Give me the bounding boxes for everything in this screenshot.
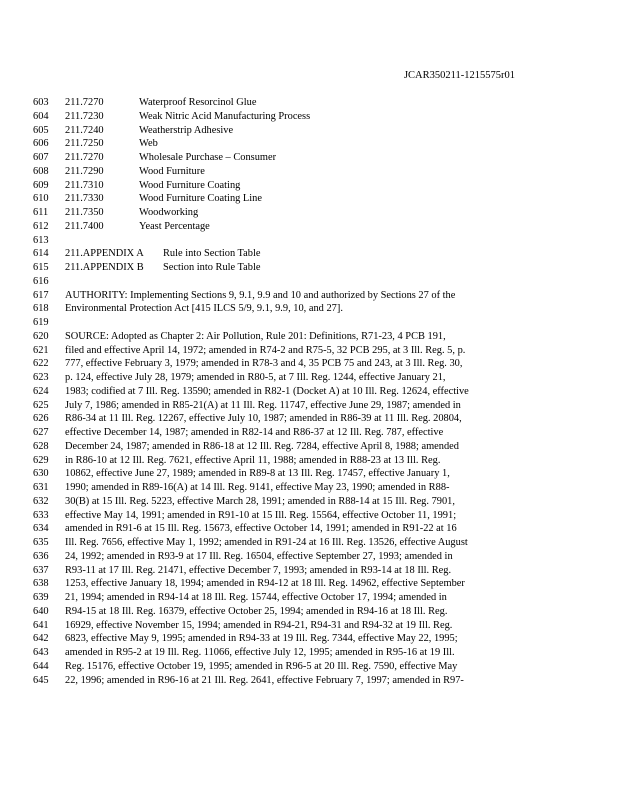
line-number: 630 bbox=[33, 468, 49, 480]
text-line bbox=[33, 440, 533, 454]
text-line bbox=[33, 674, 533, 688]
text-line bbox=[33, 247, 533, 261]
text-line bbox=[33, 344, 533, 358]
line-text: 1983; codified at 7 Ill. Reg. 13590; amended in R82-1 (Docket A) at 10 Ill. Reg. 12624, effective bbox=[65, 385, 469, 397]
text-line bbox=[33, 660, 533, 674]
line-number: 603 bbox=[33, 97, 49, 108]
text-line bbox=[33, 275, 533, 289]
line-number: 618 bbox=[33, 303, 49, 315]
line-text: SOURCE: Adopted as Chapter 2: Air Pollution, Rule 201: Definitions, R71-23, 4 PCB 191, bbox=[65, 330, 446, 342]
line-number: 615 bbox=[33, 262, 49, 273]
text-line bbox=[33, 481, 533, 495]
text-line bbox=[33, 495, 533, 509]
line-number: 622 bbox=[33, 358, 49, 370]
line-number: 619 bbox=[33, 317, 49, 328]
line-text: R94-15 at 18 Ill. Reg. 16379, effective October 25, 1994; amended in R94-16 at 18 Ill. Reg. bbox=[65, 605, 448, 617]
text-line bbox=[33, 110, 533, 124]
section-number: 211.7250 bbox=[65, 138, 104, 150]
text-line bbox=[33, 467, 533, 481]
section-title: Web bbox=[139, 138, 158, 150]
line-text: p. 124, effective July 28, 1979; amended in R80-5, at 7 Ill. Reg. 1244, effective January 21, bbox=[65, 372, 446, 383]
line-number: 644 bbox=[33, 660, 49, 672]
text-line bbox=[33, 619, 533, 633]
line-number: 610 bbox=[33, 193, 49, 205]
section-title: Rule into Section Table bbox=[163, 248, 261, 260]
section-number: 211.7400 bbox=[65, 220, 104, 232]
section-number: 211.7350 bbox=[65, 207, 104, 218]
section-number: 211.7230 bbox=[65, 110, 104, 122]
line-text: July 7, 1986; amended in R85-21(A) at 11 Ill. Reg. 11747, effective June 29, 1987; amended in bbox=[65, 399, 461, 411]
document-id: JCAR350211-1215575r01 bbox=[403, 70, 515, 81]
line-text: 22, 1996; amended in R96-16 at 21 Ill. Reg. 2641, effective February 7, 1997; amended in R97- bbox=[65, 674, 464, 686]
line-text: AUTHORITY: Implementing Sections 9, 9.1, 9.9 and 10 and authorized by Sections 27 of the bbox=[65, 289, 456, 301]
text-line bbox=[33, 550, 533, 564]
line-number: 609 bbox=[33, 179, 49, 191]
line-number: 605 bbox=[33, 124, 49, 136]
text-line bbox=[33, 330, 533, 344]
text-line bbox=[33, 302, 533, 316]
line-text: amended in R95-2 at 19 Ill. Reg. 11066, effective July 12, 1995; amended in R95-16 at 19 Ill. bbox=[65, 647, 455, 658]
line-number: 620 bbox=[33, 330, 49, 342]
section-title: Weatherstrip Adhesive bbox=[139, 124, 234, 136]
section-title: Wholesale Purchase – Consumer bbox=[139, 152, 277, 163]
text-line bbox=[33, 509, 533, 523]
line-number: 642 bbox=[33, 633, 49, 645]
line-number: 612 bbox=[33, 220, 49, 232]
line-text: 1990; amended in R89-16(A) at 14 Ill. Reg. 9141, effective May 23, 1990; amended in R88- bbox=[65, 482, 450, 493]
text-line bbox=[33, 316, 533, 330]
text-line bbox=[33, 522, 533, 536]
text-line bbox=[33, 192, 533, 206]
line-number: 623 bbox=[33, 372, 49, 383]
section-title: Yeast Percentage bbox=[139, 220, 210, 232]
text-line bbox=[33, 96, 533, 110]
section-number: 211.7310 bbox=[65, 179, 104, 191]
line-number: 628 bbox=[33, 440, 49, 452]
line-text: Environmental Protection Act [415 ILCS 5/9, 9.1, 9.9, 10, and 27]. bbox=[65, 303, 343, 315]
line-text: effective December 14, 1987; amended in R82-14 and R86-37 at 12 Ill. Reg. 787, effective bbox=[65, 427, 444, 438]
line-text: 24, 1992; amended in R93-9 at 17 Ill. Reg. 16504, effective September 27, 1993; amended in bbox=[65, 550, 453, 562]
section-title: Weak Nitric Acid Manufacturing Process bbox=[139, 110, 311, 122]
line-number: 634 bbox=[33, 523, 49, 535]
section-number: 211.7330 bbox=[65, 193, 104, 205]
line-text: Reg. 15176, effective October 19, 1995; amended in R96-5 at 20 Ill. Reg. 7590, effective May bbox=[65, 660, 458, 672]
line-number: 604 bbox=[33, 110, 49, 122]
line-number: 606 bbox=[33, 138, 49, 150]
line-number: 636 bbox=[33, 550, 49, 562]
text-line bbox=[33, 220, 533, 234]
line-number: 639 bbox=[33, 592, 49, 603]
text-line bbox=[33, 577, 533, 591]
line-number: 640 bbox=[33, 605, 49, 617]
text-line bbox=[33, 289, 533, 303]
line-text: 6823, effective May 9, 1995; amended in R94-33 at 19 Ill. Reg. 7344, effective May 22, 1995; bbox=[65, 633, 458, 645]
line-number: 625 bbox=[33, 399, 49, 411]
line-text: R86-34 at 11 Ill. Reg. 12267, effective July 10, 1987; amended in R86-39 at 11 Ill. Reg. 20804, bbox=[65, 413, 462, 425]
text-line bbox=[33, 137, 533, 151]
text-line bbox=[33, 399, 533, 413]
line-number: 607 bbox=[33, 152, 49, 163]
line-number: 631 bbox=[33, 482, 49, 493]
text-line bbox=[33, 564, 533, 578]
section-title: Waterproof Resorcinol Glue bbox=[139, 97, 257, 108]
text-line bbox=[33, 412, 533, 426]
text-line bbox=[33, 646, 533, 660]
text-line bbox=[33, 536, 533, 550]
line-number: 629 bbox=[33, 454, 49, 466]
section-title: Wood Furniture Coating Line bbox=[139, 193, 262, 205]
text-line bbox=[33, 165, 533, 179]
line-text: filed and effective April 14, 1972; amended in R74-2 and R75-5, 32 PCB 295, at 3 Ill. Reg. 5, p. bbox=[65, 344, 466, 356]
line-number: 643 bbox=[33, 647, 49, 658]
section-title: Woodworking bbox=[139, 207, 199, 218]
line-text: 30(B) at 15 Ill. Reg. 5223, effective March 28, 1991; amended in R88-14 at 15 Ill. Reg. 7901, bbox=[65, 495, 455, 507]
line-number: 632 bbox=[33, 495, 49, 507]
section-title: Section into Rule Table bbox=[163, 262, 261, 273]
numbered-lines bbox=[33, 96, 533, 687]
text-line bbox=[33, 632, 533, 646]
line-text: 21, 1994; amended in R94-14 at 18 Ill. Reg. 15744, effective October 17, 1994; amended in bbox=[65, 592, 447, 603]
line-number: 638 bbox=[33, 578, 49, 590]
line-number: 626 bbox=[33, 413, 49, 425]
line-number: 635 bbox=[33, 537, 49, 548]
line-text: 16929, effective November 15, 1994; amended in R94-21, R94-31 and R94-32 at 19 Ill. Reg. bbox=[65, 619, 453, 631]
line-number: 608 bbox=[33, 165, 49, 177]
line-text: December 24, 1987; amended in R86-18 at 12 Ill. Reg. 7284, effective April 8, 1988; amended bbox=[65, 440, 459, 452]
line-number: 613 bbox=[33, 234, 49, 246]
line-text: Ill. Reg. 7656, effective May 1, 1992; amended in R91-24 at 16 Ill. Reg. 13526, effective August bbox=[65, 537, 468, 548]
text-line bbox=[33, 179, 533, 193]
line-number: 621 bbox=[33, 344, 49, 356]
line-text: R93-11 at 17 Ill. Reg. 21471, effective December 7, 1993; amended in R93-14 at 18 Ill. Reg. bbox=[65, 564, 452, 576]
line-text: in R86-10 at 12 Ill. Reg. 7621, effective April 11, 1988; amended in R88-23 at 13 Ill. Reg. bbox=[65, 454, 441, 466]
section-number: 211.7240 bbox=[65, 124, 104, 136]
text-line bbox=[33, 605, 533, 619]
section-number: 211.7290 bbox=[65, 165, 104, 177]
text-line bbox=[33, 591, 533, 605]
section-number: 211.7270 bbox=[65, 152, 104, 163]
line-text: 1253, effective January 18, 1994; amended in R94-12 at 18 Ill. Reg. 14962, effective September bbox=[65, 578, 465, 590]
text-line bbox=[33, 454, 533, 468]
line-number: 624 bbox=[33, 385, 49, 397]
line-number: 627 bbox=[33, 427, 49, 438]
text-line bbox=[33, 234, 533, 248]
text-line bbox=[33, 261, 533, 275]
line-number: 645 bbox=[33, 674, 49, 686]
text-line bbox=[33, 124, 533, 138]
line-number: 633 bbox=[33, 509, 49, 521]
line-number: 611 bbox=[33, 207, 49, 218]
line-text: 10862, effective June 27, 1989; amended in R89-8 at 13 Ill. Reg. 17457, effective January 1, bbox=[65, 468, 450, 480]
line-number: 617 bbox=[33, 289, 49, 301]
line-number: 616 bbox=[33, 275, 49, 287]
line-text: effective May 14, 1991; amended in R91-10 at 15 Ill. Reg. 15564, effective October 11, 1991; bbox=[65, 509, 457, 521]
text-line bbox=[33, 385, 533, 399]
line-text: amended in R91-6 at 15 Ill. Reg. 15673, effective October 14, 1991; amended in R91-22 at 16 bbox=[65, 523, 457, 535]
section-title: Wood Furniture bbox=[139, 165, 205, 177]
text-line bbox=[33, 206, 533, 220]
appendix-label: 211.APPENDIX A bbox=[65, 248, 144, 260]
line-number: 614 bbox=[33, 248, 49, 260]
text-line bbox=[33, 151, 533, 165]
text-line bbox=[33, 357, 533, 371]
line-number: 641 bbox=[33, 619, 49, 631]
line-text: 777, effective February 3, 1979; amended in R78-3 and 4, 35 PCB 75 and 243, at 3 Ill. Reg. 30, bbox=[65, 358, 463, 370]
text-line bbox=[33, 426, 533, 440]
appendix-label: 211.APPENDIX B bbox=[65, 262, 144, 273]
section-title: Wood Furniture Coating bbox=[139, 179, 241, 191]
section-number: 211.7270 bbox=[65, 97, 104, 108]
line-number: 637 bbox=[33, 564, 49, 576]
text-line bbox=[33, 371, 533, 385]
